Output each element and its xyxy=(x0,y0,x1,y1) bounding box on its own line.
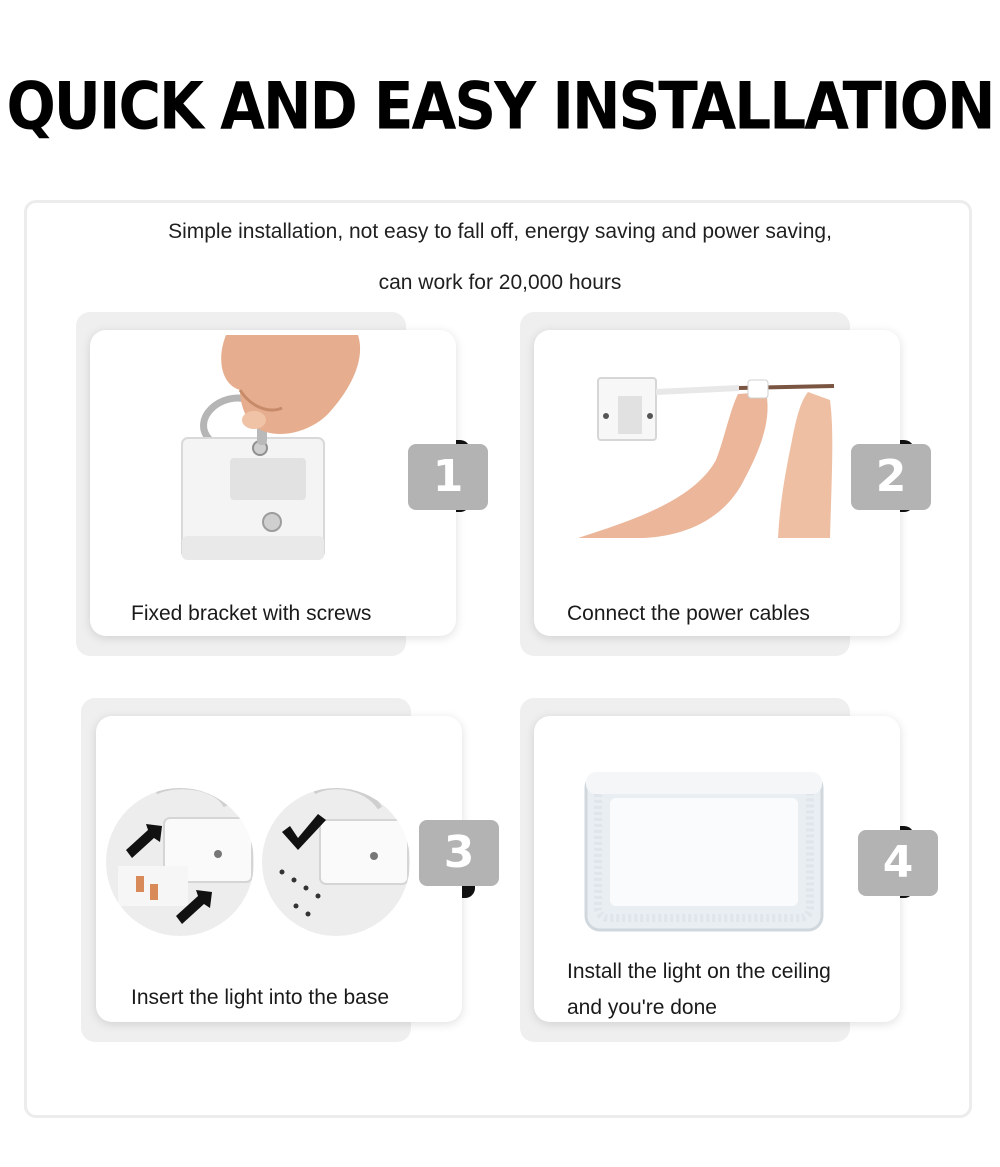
subtitle-line-1: Simple installation, not easy to fall off, energy saving and power saving, xyxy=(168,220,832,243)
subtitle-line-2: can work for 20,000 hours xyxy=(378,271,622,294)
step-4-card xyxy=(534,716,900,1022)
step-1-caption: Fixed bracket with screws xyxy=(131,602,372,625)
step-4-caption-line-1: Install the light on the ceiling xyxy=(567,960,831,983)
step-1-card xyxy=(90,330,456,636)
ceiling-light-illustration xyxy=(534,716,900,946)
step-2-caption: Connect the power cables xyxy=(567,602,810,625)
step-1-number-badge: 1 xyxy=(408,444,488,510)
step-3-card xyxy=(96,716,462,1022)
step-2-card xyxy=(534,330,900,636)
step-2-number-badge: 2 xyxy=(851,444,931,510)
step-3-number-badge: 3 xyxy=(419,820,499,886)
bracket-screw-illustration xyxy=(90,330,456,580)
power-cable-illustration xyxy=(534,330,900,580)
page-title: QUICK AND EASY INSTALLATION xyxy=(6,67,994,145)
step-4-number-badge: 4 xyxy=(858,830,938,896)
insert-light-illustration xyxy=(96,716,462,966)
step-3-caption: Insert the light into the base xyxy=(131,986,389,1009)
step-4-caption-line-2: and you're done xyxy=(567,996,717,1019)
